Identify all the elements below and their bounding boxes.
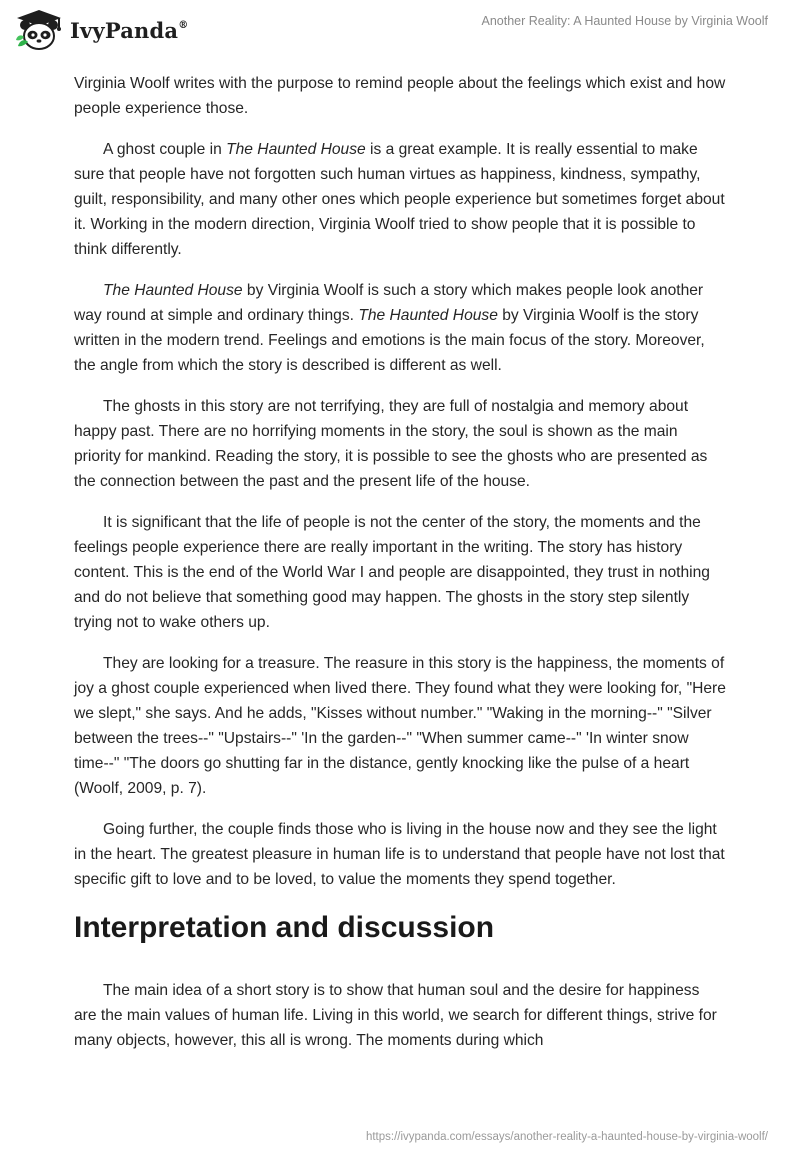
work-title: The Haunted House (226, 141, 366, 158)
paragraph-7: Going further, the couple finds those who is living in the house now and they see the light in the heart. The greatest pleasure in human life is to understand that people have not lost that specific gift to love and to be loved, to value the moments they spend together. (74, 821, 725, 888)
paragraph-3: The Haunted House by Virginia Woolf is such a story which makes people look another way round at simple and ordinary things. The Haunted House by Virginia Woolf is the story written in the modern trend. Feelings and emotions is the main focus of the story. Moreover, the angle from which the story is described is different as well. (74, 282, 705, 374)
ivypanda-logo[interactable] (14, 8, 188, 52)
work-title: The Haunted House (358, 307, 498, 324)
source-url-link[interactable]: https://ivypanda.com/essays/another-reality-a-haunted-house-by-virginia-woolf/ (365, 1131, 768, 1143)
paragraph-4: The ghosts in this story are not terrifying, they are full of nostalgia and memory about happy past. There are no horrifying moments in the story, the soul is shown as the main priority for mankind. Reading the story, it is possible to see the ghosts who are presented as the connection between the past and the present life of the house. (74, 398, 708, 490)
panda-logo-icon (14, 8, 64, 52)
paragraph-1: Virginia Woolf writes with the purpose to remind people about the feelings which exist and how people experience those. (74, 75, 726, 117)
document-title: Another Reality: A Haunted House by Virginia Woolf (481, 14, 768, 28)
logo-text: IvyPanda® (70, 17, 189, 43)
paragraph-5: It is significant that the life of people is not the center of the story, the moments and the feelings people experience there are really important in the writing. The story has history content. This is the end of the World War I and people are disappointed, they trust in nothing and do not believe that something good may happen. The ghosts in the story step silently trying not to wake others up. (74, 514, 710, 631)
paragraph-8: The main idea of a short story is to show that human soul and the desire for happiness are the main values of human life. Living in this world, we search for different things, strive for many objects, however, this all is wrong. The moments during which (74, 982, 717, 1049)
paragraph-6: They are looking for a treasure. The reasure in this story is the happiness, the moments of joy a ghost couple experienced when lived there. They found what they were looking for, "Here we slept," she says. And he adds, "Kisses without number." "Waking in the morning--" "Silver between the trees--" "Upstairs--" 'In the garden--" "When summer came--" 'In winter snow time--" "The doors go shutting far in the distance, gently knocking like the pulse of a heart (Woolf, 2009, p. 7). (74, 655, 726, 797)
registered-mark: ® (178, 19, 189, 31)
page-header (0, 0, 800, 60)
article-body (74, 71, 726, 1069)
work-title: The Haunted House (103, 282, 243, 299)
paragraph-2: A ghost couple in The Haunted House is a great example. It is really essential to make sure that people have not forgotten such human virtues as happiness, kindness, sympathy, guilt, responsibility, and many other ones which people experience but sometimes forget about it. Working in the modern direction, Virginia Woolf tried to show people that it is possible to think differently. (74, 141, 725, 258)
section-heading: Interpretation and discussion (74, 911, 495, 944)
